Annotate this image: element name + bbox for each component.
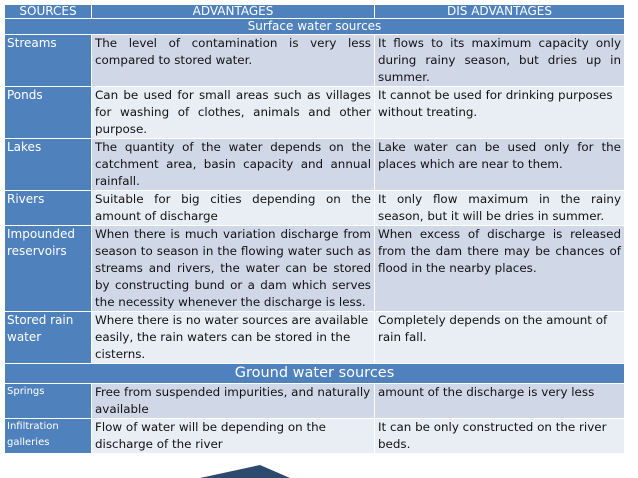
ground-section-title: Ground water sources [5, 364, 625, 384]
table-row [5, 312, 625, 364]
header-sources: SOURCES [5, 5, 92, 19]
table-row [5, 226, 625, 312]
source-cell: Rivers [5, 191, 92, 226]
source-cell: Springs [5, 384, 92, 419]
disadvantage-cell: It flows to its maximum capacity only during rainy season, but dries up in summer. [375, 35, 625, 87]
disadvantage-cell: Lake water can be used only for the places which are near to them. [375, 139, 625, 191]
disadvantage-cell: When excess of discharge is released from the dam there may be chances of flood in the nearby places. [375, 226, 625, 312]
advantage-cell: The level of contamination is very less compared to stored water. [92, 35, 375, 87]
source-cell: Impounded reservoirs [5, 226, 92, 312]
table-row [5, 384, 625, 419]
header-disadvantages: DIS ADVANTAGES [375, 5, 625, 19]
source-cell: Lakes [5, 139, 92, 191]
water-sources-table [4, 4, 625, 454]
decoration-wedge [200, 465, 290, 478]
disadvantage-cell: Completely depends on the amount of rain fall. [375, 312, 625, 364]
source-cell: Infiltration galleries [5, 419, 92, 454]
table-row [5, 419, 625, 454]
table-row [5, 35, 625, 87]
surface-section-row [5, 19, 625, 35]
advantage-cell: Where there is no water sources are available easily, the rain waters can be stored in the cisterns. [92, 312, 375, 364]
slide-decoration [200, 465, 290, 478]
disadvantage-cell: It only flow maximum in the rainy season, but it will be dries in summer. [375, 191, 625, 226]
ground-section-row [5, 364, 625, 384]
advantage-cell: Flow of water will be depending on the discharge of the river [92, 419, 375, 454]
advantage-cell: The quantity of the water depends on the catchment area, basin capacity and annual rainfall. [92, 139, 375, 191]
header-advantages: ADVANTAGES [92, 5, 375, 19]
source-cell: Stored rain water [5, 312, 92, 364]
table-row [5, 139, 625, 191]
advantage-cell: Suitable for big cities depending on the amount of discharge [92, 191, 375, 226]
surface-section-title: Surface water sources [5, 19, 625, 35]
disadvantage-cell: It cannot be used for drinking purposes without treating. [375, 87, 625, 139]
disadvantage-cell: It can be only constructed on the river beds. [375, 419, 625, 454]
table-row [5, 87, 625, 139]
advantage-cell: When there is much variation discharge from season to season in the flowing water such as streams and rivers, the water can be stored by constructing bund or a dam which serves the necessity whenever the discharge is less. [92, 226, 375, 312]
source-cell: Ponds [5, 87, 92, 139]
advantage-cell: Free from suspended impurities, and naturally available [92, 384, 375, 419]
disadvantage-cell: amount of the discharge is very less [375, 384, 625, 419]
advantage-cell: Can be used for small areas such as villages for washing of clothes, animals and other purpose. [92, 87, 375, 139]
table-row [5, 191, 625, 226]
source-cell: Streams [5, 35, 92, 87]
header-row [5, 5, 625, 19]
